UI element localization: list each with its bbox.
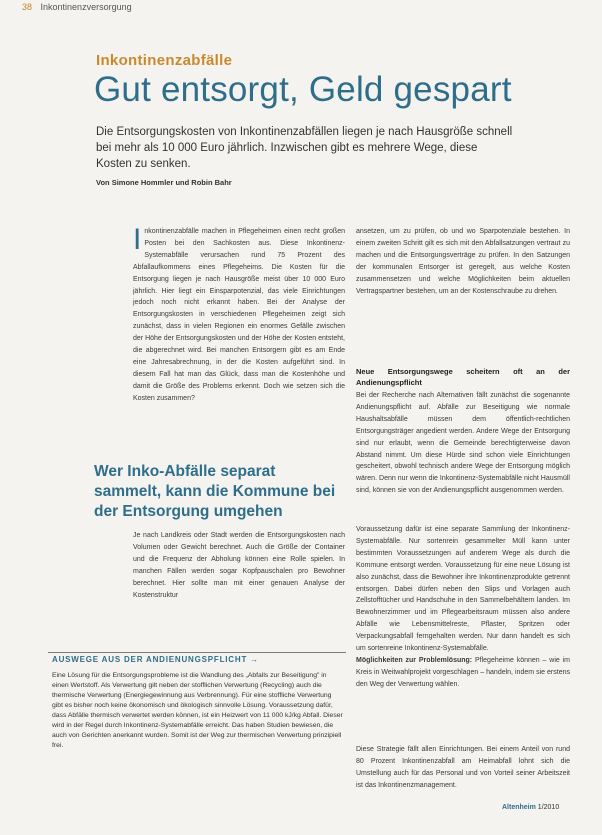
pull-quote: Wer Inko-Abfälle separat sammelt, kann die Kommune bei der Entsorgung umgehen xyxy=(94,463,336,520)
subheading: Neue Entsorgungswege scheitern oft an der Andienungspflicht xyxy=(356,367,570,387)
running-header xyxy=(22,2,132,12)
body-column-2-continued xyxy=(356,524,570,744)
body-text: nkontinenzabfälle machen in Pflegeheimen einen recht großen Posten bei den Sachkosten aus. Diese Inkontinenz-Systemabfälle verursachen rund 75 Prozent des Abfallaufkommens eines Pflegeheims. Die Kosten für die Entsorgung liegen je nach Hausgröße meist über 10 000 Euro jährlich. Hier liegt ein Einsparpotenzial, das viele Einrichtungen jedoch noch nicht erkannt haben. Bei der Analyse der Entsorgungskosten in verschiedenen Pflegeheimen zeigt sich zunächst, dass in vielen Regionen ein enormes Gefälle zwischen der Höhe der Entsorgungskosten und der Höhe der Kosten entsteht, die abgerechnet wird. Bei manchen Entsorgern gibt es am Ende eine Jahresabrechnung, in der die Kosten aufgeführt sind. In diesem Fall hat man das Glück, dass man die Kostenhöhe und damit die Größe des Problems erkennt. Doch wie setzen sich die Kosten zusammen? xyxy=(133,228,345,402)
body-column-2 xyxy=(356,226,570,338)
article-kicker: Inkontinenzabfälle xyxy=(96,52,233,69)
body-text: Pflegeheime können – wie im Kreis in Weitwahlprojekt vorgeschlagen – handeln, indem sie erstens den Weg der Verwertung wählen. xyxy=(356,656,570,688)
body-text: Diese Strategie fällt allen Einrichtungen. Bei einem Anteil von rund 80 Prozent Inkontinenzabfall am Heimabfall lohnt sich die Umstellung auch für das Personal und von Vorteil seiner Arbeitszeit ist das Inkontinenzmanagement. xyxy=(356,746,570,789)
body-column-1-continued xyxy=(133,530,345,650)
info-box-text: Eine Lösung für die Entsorgungsprobleme ist die Wandlung des „Abfalls zur Beseitigung" in einen Wertstoff. Als Verwertung gilt neben der stofflichen Verwertung (Recycling) auch die thermische Verwertung (Energiegewinnung aus Verbrennung). Für eine stoffliche Verwertung gibt es bisher noch keine ökonomisch und ökologisch sinnvolle Lösung. Voraussetzung dafür, dass Abfälle thermisch verwertet werden können, ist ein Heizwert von 11 000 kJ/kg Abfall. Dieser wird in der Regel durch Inkontinenz-Systemabfälle erreicht. Das haben Studien bewiesen, die auch von Gerichten anerkannt wurden. Somit ist der Weg zur thermischen Verwertung prinzipiell frei. xyxy=(52,672,343,749)
page-footer xyxy=(502,804,559,811)
body-column-2-end xyxy=(356,744,570,798)
magazine-name: Altenheim xyxy=(502,804,536,811)
body-column-1 xyxy=(133,226,345,458)
body-column-2-section xyxy=(356,366,570,524)
section-name: Inkontinenzversorgung xyxy=(40,2,132,12)
article-title: Gut entsorgt, Geld gespart xyxy=(94,70,512,109)
box-heading: AUSWEGE AUS DER ANDIENUNGSPFLICHT → xyxy=(52,655,259,664)
body-text: Voraussetzung dafür ist eine separate Sammlung der Inkontinenz-Systemabfälle. Nur sortenrein gesammelter Müll kann unter bestimmten Voraussetzungen auf anderem Wege als durch die Kommune entsorgt werden. Voraussetzung für eine neue Lösung ist also zunächst, dass die Bewohner ihre Inkontinenzprodukte getrennt entsorgen. Dabei dürfen neben den Slips und Vorlagen auch Zellstofftücher und Handschuhe in den Sammelbehältern landen. Im Bewohnerzimmer und im Pflegearbeitsraum müssen also andere Abfälle wie Lebensmittelreste, Pflaster, Spritzen oder Verpackungsabfall ferngehalten werden. Nur dann handelt es sich um sortenreine Inkontinenz-Systemabfälle. xyxy=(356,526,570,653)
article-lead: Die Entsorgungskosten von Inkontinenzabfällen liegen je nach Hausgröße schnell bei mehr als 10 000 Euro jährlich. Inzwischen gibt es mehrere Wege, diese Kosten zu senken. xyxy=(96,126,513,170)
body-text: Je nach Landkreis oder Stadt werden die Entsorgungskosten nach Volumen oder Gewicht berechnet. Auch die Größe der Container und die Frequenz der Abholung können eine Rolle spielen. In manchen Fällen werden sogar Kopfpauschalen pro Bewohner berechnet. Hier sollte man mit einer genauen Analyse der Kostenstruktur xyxy=(133,532,345,599)
inline-subheading: Möglichkeiten zur Problemlösung: xyxy=(356,656,473,664)
drop-cap: I xyxy=(133,226,142,256)
box-divider xyxy=(48,652,346,653)
article-byline: Von Simone Hommler und Robin Bahr xyxy=(96,178,232,187)
issue-number: 1/2010 xyxy=(537,804,560,811)
body-text: Bei der Recherche nach Alternativen fällt zunächst die sogenannte Andienungspflicht auf. Abfälle zur Beseitigung wie normale Haushaltsabfälle müssen dem öffentlich-rechtlichen Entsorgungsträger angedient werden. Andere Wege der Entsorgung sind nur erlaubt, wenn die Gemeinde berechtigterweise davon Abstand nimmt. Um diese Hürde sind schon viele Einrichtungen gescheitert, obwohl technisch andere Wege der Entsorgung möglich wären. Denn nur wenn die Inkontinenz-Systemabfälle nicht Hausmüll sind, können sie von der Andienungspflicht ausgenommen werden. xyxy=(356,392,570,495)
page-number: 38 xyxy=(22,2,33,12)
body-text: ansetzen, um zu prüfen, ob und wo Sparpotenziale bestehen. In einem zweiten Schritt gilt es sich mit den Abfallsatzungen vertraut zu machen und die Entsorgungsverträge zu prüfen. In den Satzungen der kommunalen Entsorger ist geregelt, aus welche Kosten zusammensetzen und welche Möglichkeiten beim aktuellen Vertragspartner bestehen, um an der Kostenschraube zu drehen. xyxy=(356,228,570,295)
